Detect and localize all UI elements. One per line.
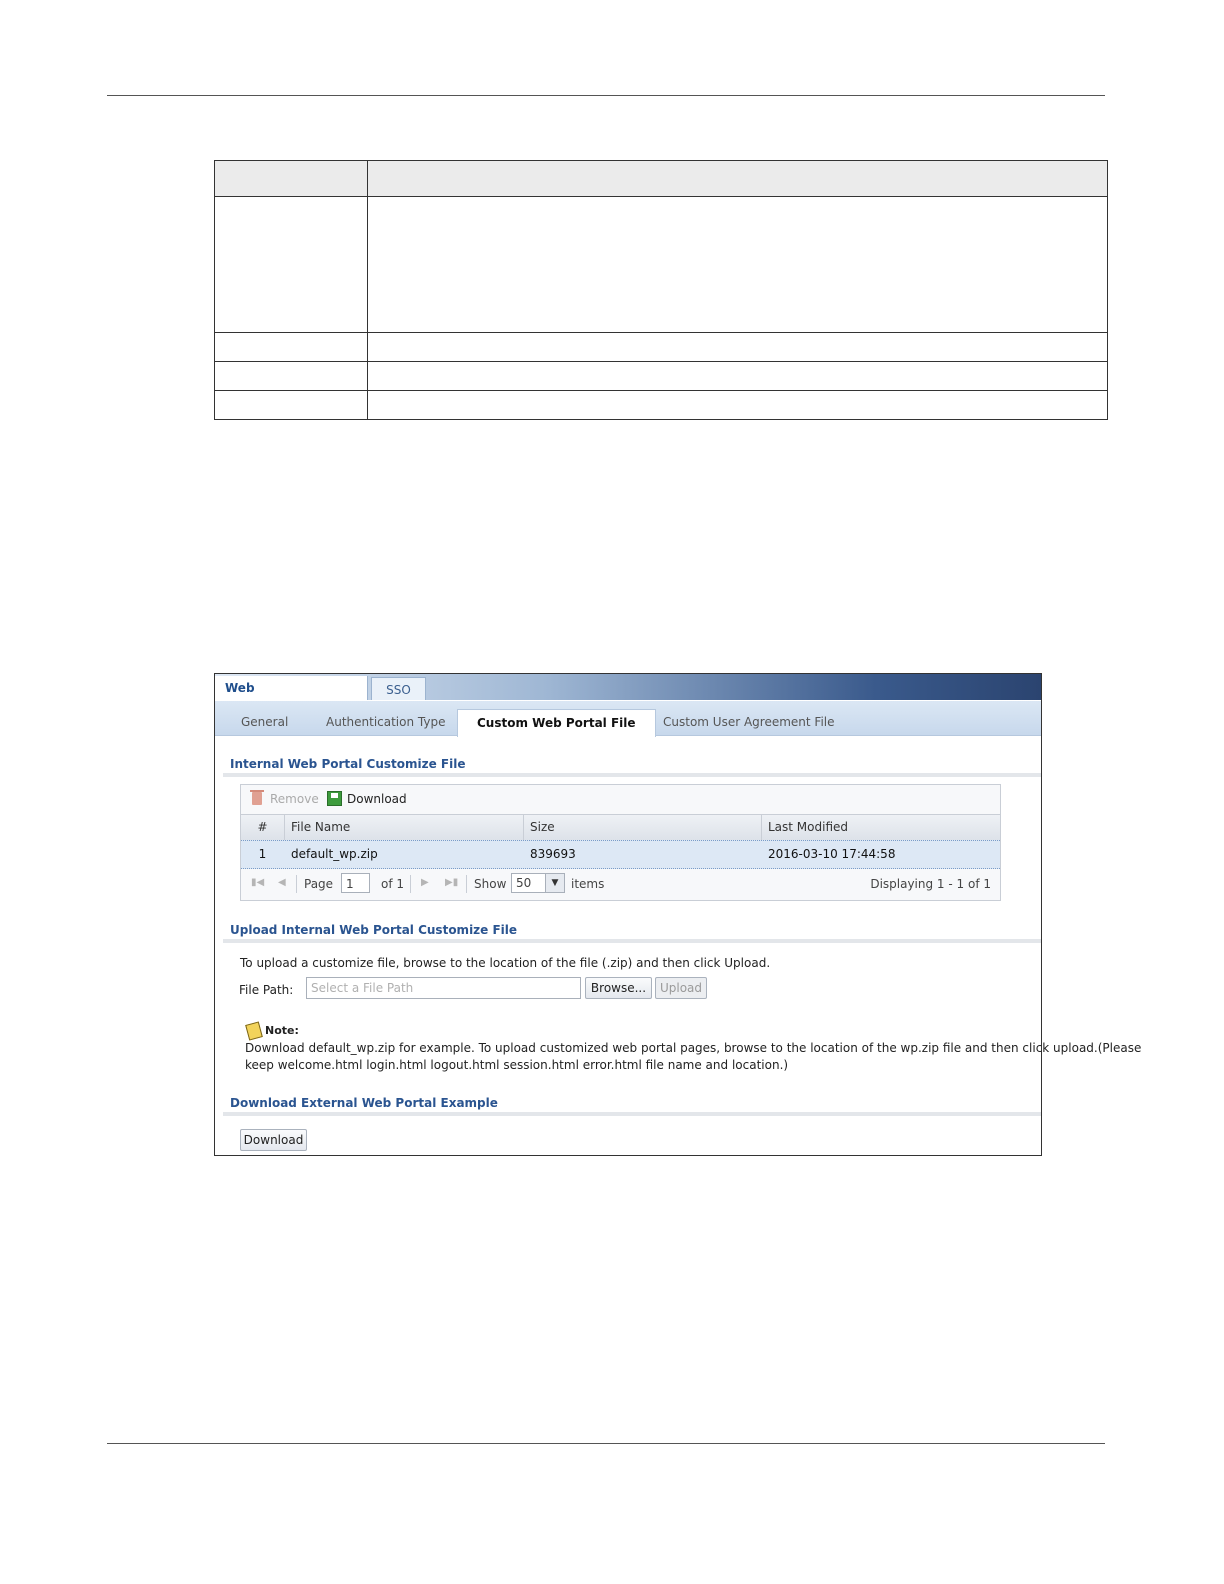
first-page-icon[interactable]: ▮◀ <box>251 877 265 888</box>
upload-button[interactable]: Upload <box>655 977 707 999</box>
table-header-row <box>215 161 1108 197</box>
note-text-line-1: Download default_wp.zip for example. To upload customized web portal pages, browse to the location of the wp.zip file and then click upload.(Please <box>245 1041 1142 1055</box>
note-icon <box>245 1021 263 1040</box>
remove-label: Remove <box>270 792 319 806</box>
download-example-button[interactable]: Download <box>240 1129 307 1151</box>
column-header-last-modified[interactable]: Last Modified <box>761 815 1000 840</box>
section-divider <box>223 773 1041 777</box>
previous-page-icon[interactable]: ◀ <box>278 877 286 888</box>
description-table <box>214 160 1108 420</box>
table-row <box>215 197 1108 333</box>
row-number: 1 <box>258 847 267 861</box>
table-cell <box>215 197 368 333</box>
save-disk-icon <box>327 791 342 806</box>
table-row[interactable] <box>241 840 1000 869</box>
show-label: Show <box>474 877 507 891</box>
download-label: Download <box>347 792 407 806</box>
table-cell <box>215 391 368 420</box>
footer-rule <box>107 1443 1105 1444</box>
row-size: 839693 <box>530 847 576 861</box>
table-cell <box>368 197 1108 333</box>
secondary-tab-bar <box>215 701 1041 736</box>
items-per-page-select[interactable] <box>511 873 565 893</box>
grid-toolbar <box>241 785 1000 813</box>
items-per-page-value: 50 <box>516 876 532 890</box>
column-header-number[interactable]: # <box>257 820 268 834</box>
tab-web-authentication[interactable]: Web <box>215 676 368 700</box>
pager-divider <box>466 875 467 893</box>
trash-icon <box>252 792 262 805</box>
upload-section-title: Upload Internal Web Portal Customize File <box>230 923 518 937</box>
next-page-icon[interactable]: ▶ <box>421 877 429 888</box>
section-divider <box>223 939 1041 943</box>
page-label: Page <box>304 877 334 891</box>
row-last-modified: 2016-03-10 17:44:58 <box>768 847 896 861</box>
column-header-file-name[interactable]: File Name <box>284 815 523 840</box>
grid-header <box>241 814 1000 841</box>
tab-custom-user-agreement-file[interactable]: Custom User Agreement File <box>663 715 835 729</box>
web-authentication-screenshot <box>214 673 1142 1156</box>
items-label: items <box>571 877 605 891</box>
file-grid <box>240 784 1001 901</box>
tab-authentication-type[interactable]: Authentication Type <box>326 715 446 729</box>
grid-pager <box>241 869 1000 899</box>
note-text-line-2: keep welcome.html login.html logout.html session.html error.html file name and location.) <box>245 1058 789 1072</box>
internal-section-title: Internal Web Portal Customize File <box>230 757 466 771</box>
table-cell <box>368 391 1108 420</box>
table-cell <box>368 161 1108 197</box>
displaying-count: Displaying 1 - 1 of 1 <box>870 877 991 891</box>
upload-instruction: To upload a customize file, browse to the location of the file (.zip) and then click Upload. <box>240 956 771 970</box>
last-page-icon[interactable]: ▶▮ <box>445 877 459 888</box>
tab-sso[interactable]: SSO <box>371 677 426 700</box>
table-row <box>215 362 1108 391</box>
row-file-name: default_wp.zip <box>291 847 378 861</box>
table-cell <box>215 161 368 197</box>
table-row <box>215 333 1108 362</box>
note-label: Note: <box>265 1024 299 1037</box>
header-rule <box>107 95 1105 96</box>
page-count: of 1 <box>381 877 405 891</box>
table-cell <box>215 333 368 362</box>
column-header-size[interactable]: Size <box>523 815 761 840</box>
chevron-down-icon[interactable]: ▼ <box>545 874 564 892</box>
pager-divider <box>296 875 297 893</box>
download-button[interactable] <box>327 790 407 808</box>
file-path-input[interactable]: Select a File Path <box>306 977 581 999</box>
pager-divider <box>410 875 411 893</box>
remove-button[interactable] <box>250 790 319 808</box>
table-cell <box>368 362 1108 391</box>
file-path-label: File Path: <box>239 983 294 997</box>
tab-general[interactable]: General <box>241 715 289 729</box>
table-cell <box>368 333 1108 362</box>
section-divider <box>223 1112 1041 1116</box>
table-row <box>215 391 1108 420</box>
primary-tab-bar <box>215 674 1041 700</box>
browse-button[interactable]: Browse... <box>585 977 652 999</box>
tab-custom-web-portal-file[interactable]: Custom Web Portal File <box>457 709 656 737</box>
external-section-title: Download External Web Portal Example <box>230 1096 498 1110</box>
page-number-input[interactable]: 1 <box>341 873 370 893</box>
table-cell <box>215 362 368 391</box>
